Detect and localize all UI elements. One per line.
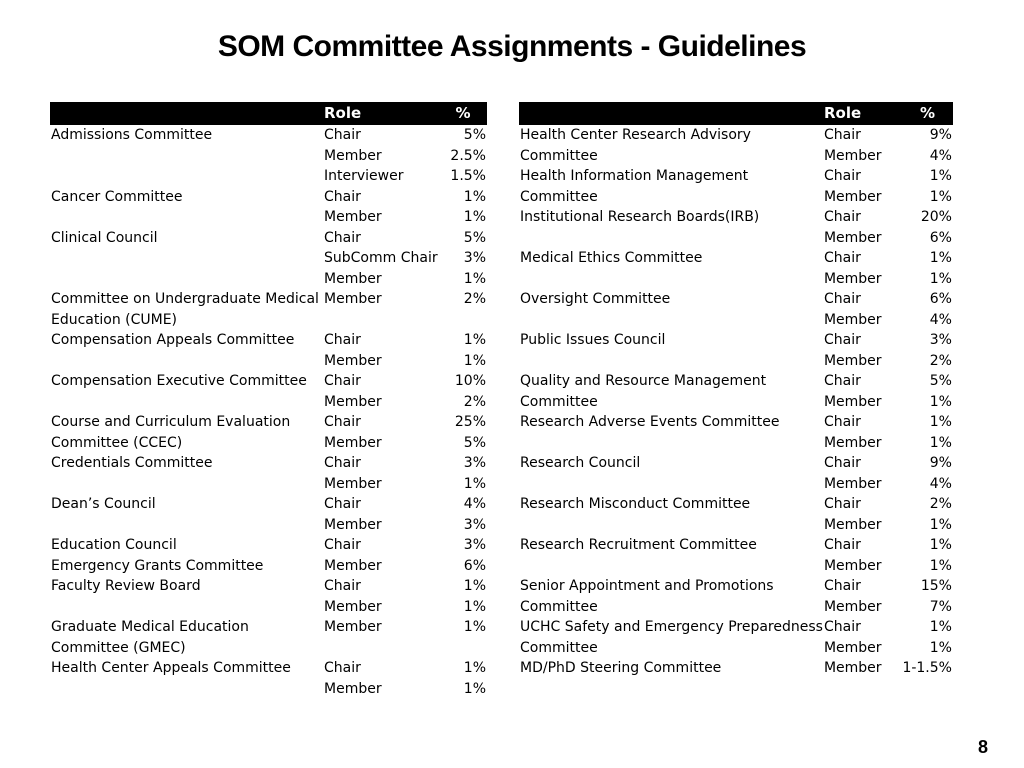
table-row [50, 638, 487, 659]
percent-cell: 1% [929, 188, 952, 205]
committee-cell [519, 515, 823, 536]
page-title: SOM Committee Assignments - Guidelines [217, 30, 807, 63]
role-cell: Member [823, 598, 882, 615]
committee-cell: Oversight Committee [520, 291, 671, 307]
role-cell: Chair [324, 496, 361, 512]
percent-cell: 2% [929, 352, 952, 369]
table-row [519, 453, 953, 474]
committee-cell: Medical Ethics Committee [520, 250, 703, 266]
percent-cell: 3% [463, 537, 486, 553]
table-row [50, 351, 487, 372]
committee-cell: Education Council [51, 537, 177, 553]
table-row [50, 494, 487, 515]
percent-cell: 10% [454, 373, 486, 389]
table-row [519, 310, 953, 331]
percent-cell: 1% [929, 639, 952, 656]
table-row [50, 617, 487, 638]
role-cell: Chair [324, 537, 361, 553]
percent-cell: 1% [463, 619, 486, 635]
percent-cell: 2% [463, 291, 486, 307]
percent-cell [438, 310, 487, 331]
role-cell: Chair [823, 332, 861, 348]
role-cell: Member [324, 557, 382, 574]
role-cell: Chair [324, 229, 361, 246]
role-cell: Chair [823, 414, 861, 430]
table-row [519, 248, 953, 269]
table-row [50, 576, 487, 597]
committee-cell: Health Center Appeals Committee [51, 660, 291, 676]
committee-table-left [50, 102, 487, 699]
committee-cell [50, 146, 323, 167]
header-committee [519, 102, 823, 125]
table-row [519, 351, 953, 372]
percent-cell: 1% [929, 393, 952, 410]
role-cell: Member [324, 434, 382, 451]
percent-cell: 1-1.5% [902, 660, 952, 676]
committee-cell: Compensation Appeals Committee [51, 332, 295, 348]
percent-cell: 5% [463, 127, 486, 143]
percent-cell: 7% [929, 598, 952, 615]
table-row [519, 371, 953, 392]
role-cell: Member [823, 229, 882, 246]
committee-cell: Research Recruitment Committee [520, 537, 757, 553]
table-row [519, 146, 953, 167]
committee-cell [50, 166, 323, 187]
committee-cell: Committee on Undergraduate Medical [51, 291, 319, 307]
committee-cell: Emergency Grants Committee [51, 557, 264, 574]
percent-cell: 2.5% [450, 147, 486, 164]
percent-cell: 5% [929, 373, 952, 389]
table-row [519, 617, 953, 638]
percent-cell: 1% [929, 537, 952, 553]
table-row [50, 289, 487, 310]
table-row [50, 658, 487, 679]
percent-cell: 1% [463, 660, 486, 676]
committee-cell [519, 310, 823, 331]
percent-cell: 1% [463, 332, 486, 348]
table-row [50, 146, 487, 167]
table-row [519, 187, 953, 208]
committee-cell: UCHC Safety and Emergency Preparedness [520, 619, 823, 635]
table-row [50, 228, 487, 249]
role-cell: Chair [823, 127, 861, 143]
role-cell: Member [324, 147, 382, 164]
role-cell: Member [823, 475, 882, 492]
role-cell: Chair [823, 455, 861, 471]
committee-cell [519, 228, 823, 249]
committee-cell: Research Misconduct Committee [520, 496, 751, 512]
percent-cell: 5% [463, 229, 486, 246]
committee-cell: Committee [520, 147, 598, 164]
header-percent: % [438, 102, 487, 125]
percent-cell: 4% [463, 496, 486, 512]
role-cell: Member [324, 516, 382, 533]
table-header-row [519, 102, 953, 125]
role-cell: Chair [823, 291, 861, 307]
committee-cell: Committee [520, 639, 598, 656]
percent-cell: 1% [929, 250, 952, 266]
table-row [519, 269, 953, 290]
percent-cell [438, 638, 487, 659]
committee-cell: Cancer Committee [51, 188, 183, 205]
percent-cell: 6% [463, 557, 486, 574]
role-cell: Chair [823, 168, 861, 184]
role-cell: Member [324, 680, 382, 697]
committee-cell [50, 207, 323, 228]
percent-cell: 1.5% [450, 168, 486, 184]
percent-cell: 5% [463, 434, 486, 451]
role-cell: SubComm Chair [324, 250, 438, 266]
percent-cell: 3% [929, 332, 952, 348]
table-row [519, 597, 953, 618]
role-cell: Member [823, 516, 882, 533]
percent-cell: 1% [463, 598, 486, 615]
table-row [519, 289, 953, 310]
role-cell: Member [324, 598, 382, 615]
percent-cell: 3% [463, 516, 486, 533]
percent-cell: 1% [463, 578, 486, 594]
header-percent: % [901, 102, 953, 125]
committee-cell [519, 556, 823, 577]
percent-cell: 1% [463, 188, 486, 205]
percent-cell: 1% [463, 680, 486, 697]
table-row [50, 453, 487, 474]
table-row [519, 535, 953, 556]
committee-cell: Committee [520, 598, 598, 615]
role-cell: Interviewer [324, 168, 404, 184]
role-cell: Chair [823, 578, 861, 594]
page-number: 8 [977, 737, 988, 757]
table-row [519, 658, 953, 679]
table-row [519, 474, 953, 495]
percent-cell: 2% [463, 393, 486, 410]
percent-cell: 3% [463, 455, 486, 471]
role-cell: Member [823, 639, 882, 656]
role-cell: Member [324, 270, 382, 287]
percent-cell: 9% [929, 455, 952, 471]
role-cell: Chair [823, 537, 861, 553]
percent-cell: 4% [929, 147, 952, 164]
role-cell: Member [823, 557, 882, 574]
percent-cell: 15% [920, 578, 952, 594]
percent-cell: 3% [463, 250, 486, 266]
role-cell [323, 638, 438, 659]
role-cell: Chair [324, 373, 361, 389]
table-row [519, 576, 953, 597]
table-row [50, 474, 487, 495]
table-row [519, 494, 953, 515]
role-cell: Chair [823, 496, 861, 512]
percent-cell: 6% [929, 291, 952, 307]
table-row [50, 330, 487, 351]
role-cell: Member [823, 352, 882, 369]
role-cell: Chair [324, 332, 361, 348]
percent-cell: 1% [463, 270, 486, 287]
committee-cell: MD/PhD Steering Committee [520, 660, 722, 676]
committee-cell: Institutional Research Boards(IRB) [520, 209, 760, 225]
percent-cell: 1% [929, 414, 952, 430]
role-cell: Chair [324, 188, 361, 205]
committee-cell: Dean’s Council [51, 496, 156, 512]
role-cell: Chair [324, 414, 361, 430]
table-header-row [50, 102, 487, 125]
committee-cell: Research Council [520, 455, 641, 471]
committee-cell: Compensation Executive Committee [51, 373, 307, 389]
role-cell: Chair [324, 578, 361, 594]
percent-cell: 1% [929, 168, 952, 184]
percent-cell: 2% [929, 496, 952, 512]
committee-cell: Committee [520, 188, 598, 205]
role-cell: Member [324, 475, 382, 492]
table-row [519, 412, 953, 433]
committee-cell: Course and Curriculum Evaluation [51, 414, 291, 430]
percent-cell: 1% [929, 557, 952, 574]
table-row [50, 556, 487, 577]
role-cell: Chair [823, 619, 861, 635]
table-row [50, 433, 487, 454]
table-row [50, 125, 487, 146]
committee-cell: Admissions Committee [51, 127, 213, 143]
table-row [519, 125, 953, 146]
role-cell: Member [823, 660, 882, 676]
header-role: Role [823, 102, 901, 125]
percent-cell: 1% [463, 475, 486, 492]
role-cell: Member [823, 147, 882, 164]
percent-cell: 1% [463, 352, 486, 369]
role-cell: Chair [823, 250, 861, 266]
committee-cell [50, 392, 323, 413]
committee-cell [50, 597, 323, 618]
committee-cell: Committee (CCEC) [51, 434, 183, 451]
role-cell: Chair [823, 209, 861, 225]
table-row [50, 535, 487, 556]
table-row [519, 207, 953, 228]
committee-cell: Research Adverse Events Committee [520, 414, 780, 430]
table-row [50, 248, 487, 269]
percent-cell: 1% [929, 434, 952, 451]
role-cell: Chair [324, 127, 361, 143]
table-row [519, 392, 953, 413]
committee-table-right [519, 102, 953, 679]
committee-cell: Education (CUME) [51, 311, 178, 328]
committee-cell: Committee (GMEC) [51, 639, 186, 656]
table-row [519, 433, 953, 454]
role-cell: Chair [823, 373, 861, 389]
table-row [50, 597, 487, 618]
committee-cell: Clinical Council [51, 229, 158, 246]
table-row [50, 679, 487, 700]
percent-cell: 9% [929, 127, 952, 143]
committee-cell: Faculty Review Board [51, 578, 201, 594]
percent-cell: 4% [929, 475, 952, 492]
committee-cell: Committee [520, 393, 598, 410]
percent-cell: 1% [929, 619, 952, 635]
percent-cell: 20% [920, 209, 952, 225]
committee-cell: Quality and Resource Management [520, 373, 767, 389]
role-cell: Member [823, 311, 882, 328]
committee-cell [50, 248, 323, 269]
table-row [519, 228, 953, 249]
role-cell: Member [823, 434, 882, 451]
table-row [50, 392, 487, 413]
committee-cell: Health Center Research Advisory [520, 127, 751, 143]
percent-cell: 1% [929, 516, 952, 533]
percent-cell: 25% [454, 414, 486, 430]
header-role: Role [323, 102, 438, 125]
table-row [519, 166, 953, 187]
table-row [50, 515, 487, 536]
percent-cell: 1% [463, 209, 486, 225]
committee-cell: Credentials Committee [51, 455, 213, 471]
role-cell: Member [324, 352, 382, 369]
role-cell [323, 310, 438, 331]
header-committee [50, 102, 323, 125]
percent-cell: 4% [929, 311, 952, 328]
table-row [50, 187, 487, 208]
role-cell: Member [324, 619, 382, 635]
committee-cell [519, 351, 823, 372]
committee-cell [519, 474, 823, 495]
percent-cell: 1% [929, 270, 952, 287]
committee-cell: Graduate Medical Education [51, 619, 249, 635]
role-cell: Member [324, 393, 382, 410]
role-cell: Member [324, 291, 382, 307]
committee-cell [519, 269, 823, 290]
committee-cell: Senior Appointment and Promotions [520, 578, 774, 594]
table-row [50, 207, 487, 228]
committee-cell [50, 515, 323, 536]
table-row [519, 330, 953, 351]
committee-cell [50, 474, 323, 495]
table-row [519, 638, 953, 659]
percent-cell: 6% [929, 229, 952, 246]
table-row [519, 515, 953, 536]
committee-cell: Health Information Management [520, 168, 749, 184]
committee-cell [519, 433, 823, 454]
table-row [50, 269, 487, 290]
role-cell: Member [823, 393, 882, 410]
table-row [50, 310, 487, 331]
table-row [519, 556, 953, 577]
role-cell: Member [823, 188, 882, 205]
role-cell: Chair [324, 455, 361, 471]
role-cell: Member [324, 209, 382, 225]
committee-cell [50, 269, 323, 290]
role-cell: Member [823, 270, 882, 287]
table-row [50, 412, 487, 433]
committee-cell [50, 351, 323, 372]
role-cell: Chair [324, 660, 361, 676]
table-row [50, 371, 487, 392]
committee-cell: Public Issues Council [520, 332, 666, 348]
table-row [50, 166, 487, 187]
committee-cell [50, 679, 323, 700]
